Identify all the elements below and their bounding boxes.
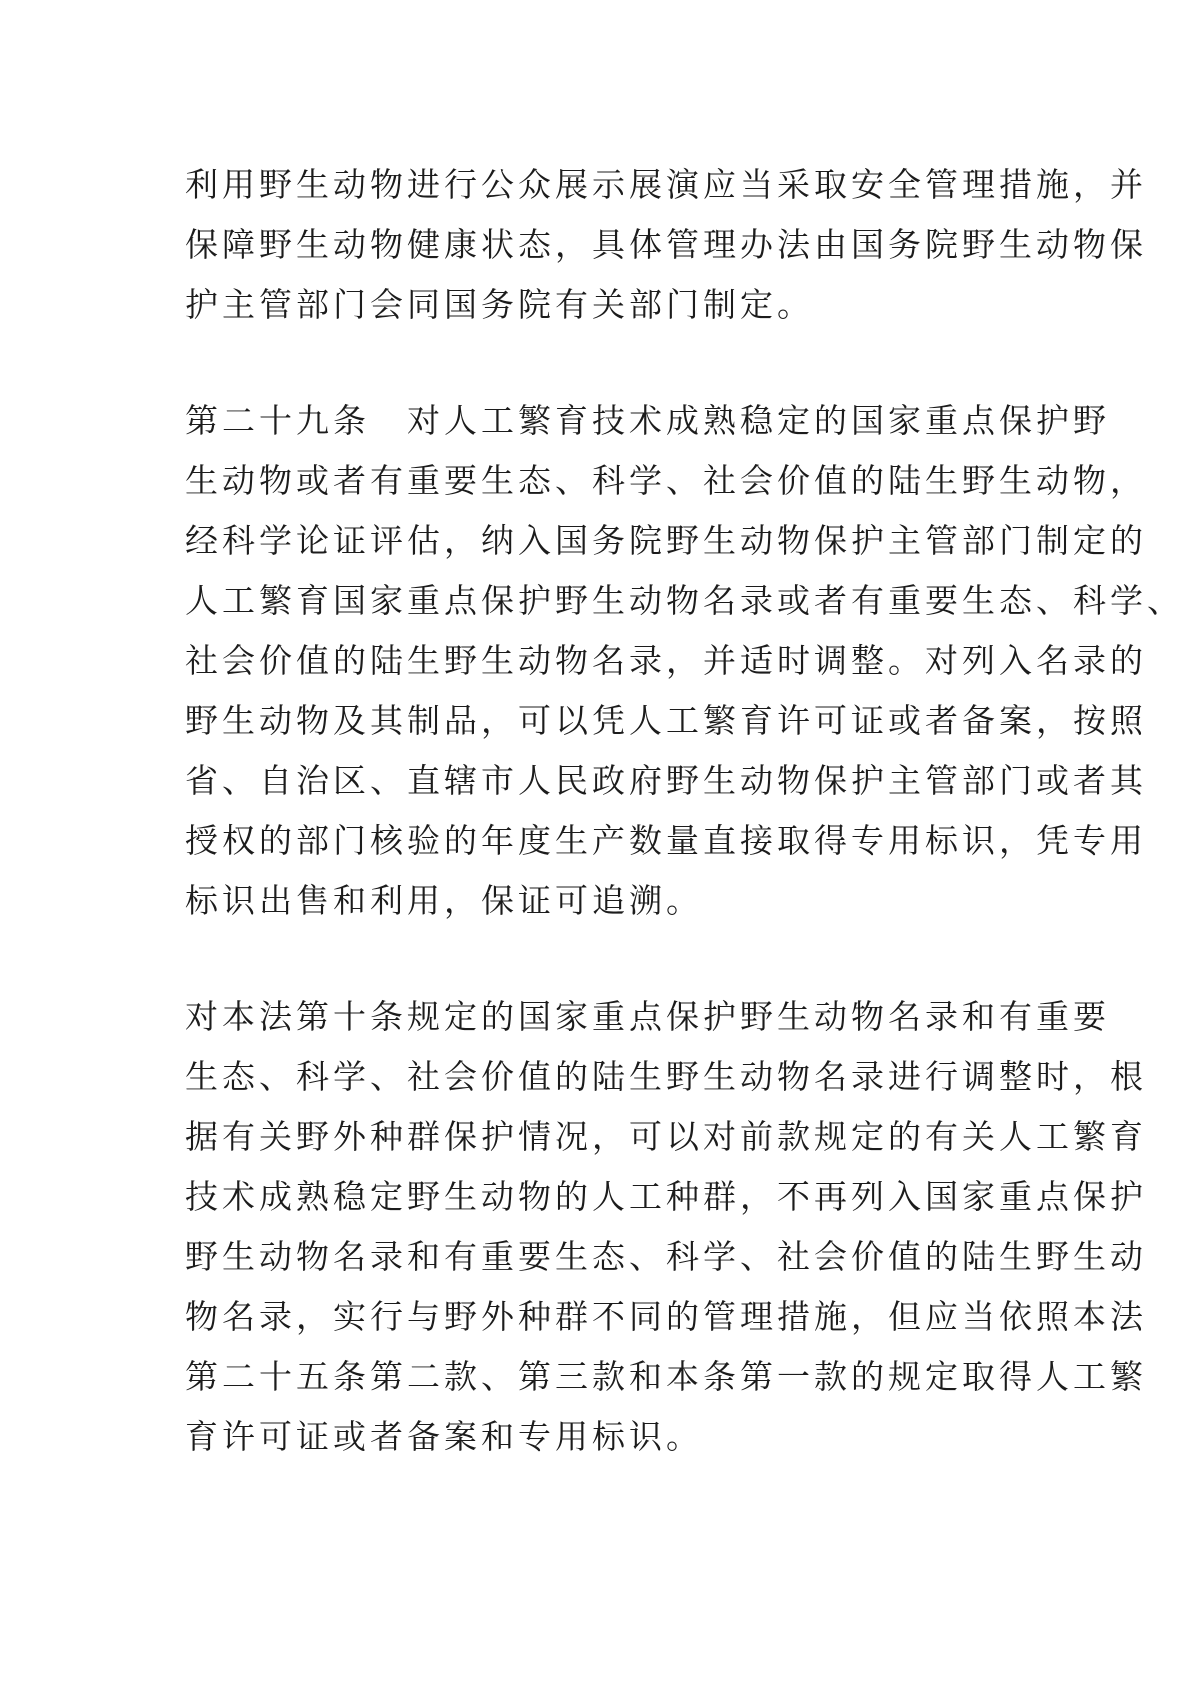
text-line: 对本法第十条规定的国家重点保护野生动物名录和有重要 — [185, 997, 1110, 1036]
text-line: 护主管部门会同国务院有关部门制定。 — [185, 285, 814, 324]
text-line: 标识出售和利用，保证可追溯。 — [185, 881, 703, 920]
paragraph-1 — [185, 155, 1147, 335]
paragraph-3 — [185, 987, 1147, 1467]
text-line: 第二十九条 对人工繁育技术成熟稳定的国家重点保护野 — [185, 401, 1110, 440]
text-line: 人工繁育国家重点保护野生动物名录或者有重要生态、科学、 — [185, 581, 1184, 620]
text-line: 技术成熟稳定野生动物的人工种群，不再列入国家重点保护 — [185, 1177, 1147, 1216]
text-line: 生态、科学、社会价值的陆生野生动物名录进行调整时，根 — [185, 1057, 1147, 1096]
text-line: 保障野生动物健康状态，具体管理办法由国务院野生动物保 — [185, 225, 1147, 264]
text-line: 授权的部门核验的年度生产数量直接取得专用标识，凭专用 — [185, 821, 1147, 860]
text-line: 野生动物及其制品，可以凭人工繁育许可证或者备案，按照 — [185, 701, 1147, 740]
text-line: 育许可证或者备案和专用标识。 — [185, 1417, 703, 1456]
text-line: 社会价值的陆生野生动物名录，并适时调整。对列入名录的 — [185, 641, 1147, 680]
text-line: 经科学论证评估，纳入国务院野生动物保护主管部门制定的 — [185, 521, 1147, 560]
text-line: 物名录，实行与野外种群不同的管理措施，但应当依照本法 — [185, 1297, 1147, 1336]
paragraph-article-29 — [185, 391, 1184, 931]
text-line: 生动物或者有重要生态、科学、社会价值的陆生野生动物， — [185, 461, 1147, 500]
text-line: 第二十五条第二款、第三款和本条第一款的规定取得人工繁 — [185, 1357, 1147, 1396]
text-line: 野生动物名录和有重要生态、科学、社会价值的陆生野生动 — [185, 1237, 1147, 1276]
text-line: 据有关野外种群保护情况，可以对前款规定的有关人工繁育 — [185, 1117, 1147, 1156]
text-line: 利用野生动物进行公众展示展演应当采取安全管理措施，并 — [185, 165, 1147, 204]
text-line: 省、自治区、直辖市人民政府野生动物保护主管部门或者其 — [185, 761, 1147, 800]
document-body — [185, 155, 1184, 1523]
